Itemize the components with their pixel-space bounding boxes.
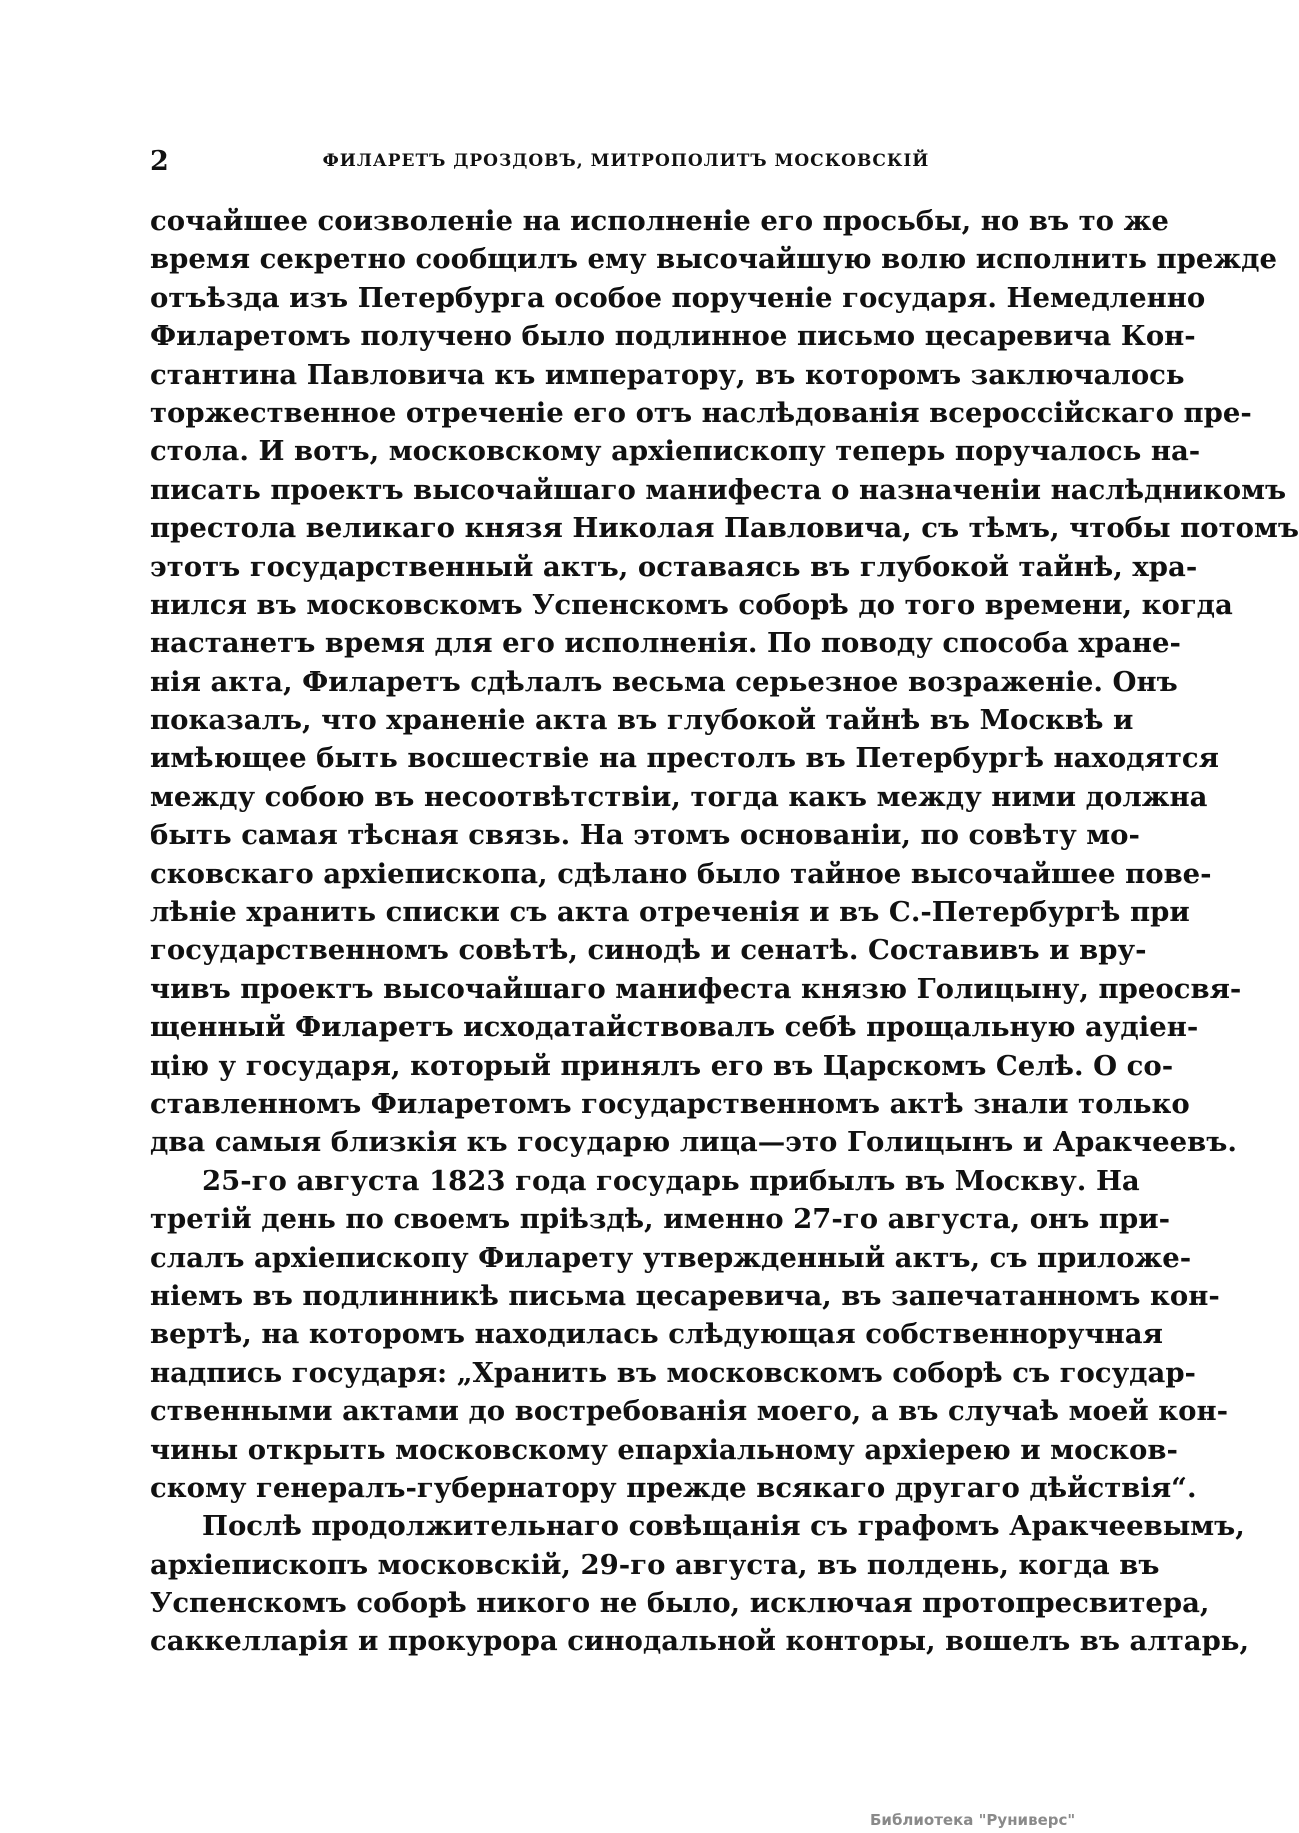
text-line: сковскаго архіепископа, сдѣлано было тайное высочайшее пове- xyxy=(150,857,1212,890)
text-line: Филаретомъ получено было подлинное письмо цесаревича Кон- xyxy=(150,320,1196,353)
text-line: государственномъ совѣтѣ, синодѣ и сенатѣ. Составивъ и вру- xyxy=(150,934,1147,967)
text-line: торжественное отреченіе его отъ наслѣдованія всероссійскаго пре- xyxy=(150,396,1252,429)
text-line: цію у государя, который принялъ его въ Царскомъ Селѣ. О со- xyxy=(150,1049,1174,1082)
body-text xyxy=(150,202,1299,1661)
text-line: щенный Филаретъ исходатайствовалъ себѣ прощальную аудіен- xyxy=(150,1011,1199,1044)
text-line: писать проектъ высочайшаго манифеста о назначеніи наслѣдникомъ xyxy=(150,473,1287,506)
text-line: Послѣ продолжительнаго совѣщанія съ графомъ Аракчеевымъ, xyxy=(202,1510,1245,1543)
text-line: стантина Павловича къ императору, въ которомъ заключалось xyxy=(150,358,1185,391)
text-line: саккелларія и прокурора синодальной конторы, вошелъ въ алтарь, xyxy=(150,1625,1250,1658)
page-header xyxy=(150,146,1052,182)
text-line: чины открыть московскому епархіальному архіерею и москов- xyxy=(150,1433,1178,1466)
text-line: слалъ архіепископу Филарету утвержденный актъ, съ приложе- xyxy=(150,1241,1192,1274)
text-line: ственными актами до востребованія моего, а въ случаѣ моей кон- xyxy=(150,1395,1229,1428)
text-line: надпись государя: „Хранить въ московскомъ соборѣ съ государ- xyxy=(150,1356,1196,1389)
text-line: стола. И вотъ, московскому архіепископу теперь поручалось на- xyxy=(150,435,1201,468)
library-watermark: Библиотека "Руниверс" xyxy=(870,1811,1076,1829)
text-line: настанетъ время для его исполненія. По поводу способа хране- xyxy=(150,627,1181,660)
text-line: имѣющее быть восшествіе на престолъ въ Петербургѣ находятся xyxy=(150,742,1219,775)
text-line: ніемъ въ подлинникѣ письма цесаревича, въ запечатанномъ кон- xyxy=(150,1279,1220,1312)
text-line: лѣніе хранить списки съ акта отреченія и въ С.-Петербургѣ при xyxy=(150,896,1190,929)
text-line: между собою въ несоотвѣтствіи, тогда какъ между ними должна xyxy=(150,780,1208,813)
text-line: два самыя близкія къ государю лица—это Голицынъ и Аракчеевъ. xyxy=(150,1126,1237,1159)
text-line: показалъ, что храненіе акта въ глубокой тайнѣ въ Москвѣ и xyxy=(150,704,1134,737)
text-line: отъѣзда изъ Петербурга особое порученіе государя. Немедленно xyxy=(150,281,1206,314)
text-line: чивъ проектъ высочайшаго манифеста князю Голицыну, преосвя- xyxy=(150,972,1242,1005)
text-line: нился въ московскомъ Успенскомъ соборѣ до того времени, когда xyxy=(150,588,1233,621)
text-line: третій день по своемъ пріѣздѣ, именно 27-го августа, онъ при- xyxy=(150,1203,1171,1236)
text-line: сочайшее соизволеніе на исполненіе его просьбы, но въ то же xyxy=(150,205,1169,237)
text-line: 25-го августа 1823 года государь прибылъ въ Москву. На xyxy=(202,1164,1140,1197)
text-line: быть самая тѣсная связь. На этомъ основаніи, по совѣту мо- xyxy=(150,819,1140,852)
text-line: нія акта, Филаретъ сдѣлалъ весьма серьезное возраженіе. Онъ xyxy=(150,665,1178,698)
text-line: время секретно сообщилъ ему высочайшую волю исполнить прежде xyxy=(150,243,1277,276)
text-line: скому генералъ-губернатору прежде всякаго другаго дѣйствія“. xyxy=(150,1471,1197,1504)
text-line: престола великаго князя Николая Павловича, съ тѣмъ, чтобы потомъ xyxy=(150,512,1299,545)
running-title: ФИЛАРЕТЪ ДРОЗДОВЪ, МИТРОПОЛИТЪ МОСКОВСКІЙ xyxy=(322,151,930,171)
text-line: Успенскомъ соборѣ никого не было, исключая протопресвитера, xyxy=(150,1587,1210,1620)
text-line: архіепископъ московскій, 29-го августа, въ полдень, когда въ xyxy=(150,1548,1160,1581)
text-line: этотъ государственный актъ, оставаясь въ глубокой тайнѣ, хра- xyxy=(150,550,1198,583)
text-line: ставленномъ Филаретомъ государственномъ актѣ знали только xyxy=(150,1087,1190,1120)
text-line: вертѣ, на которомъ находилась слѣдующая собственноручная xyxy=(150,1318,1163,1351)
page-number: 2 xyxy=(150,146,169,177)
